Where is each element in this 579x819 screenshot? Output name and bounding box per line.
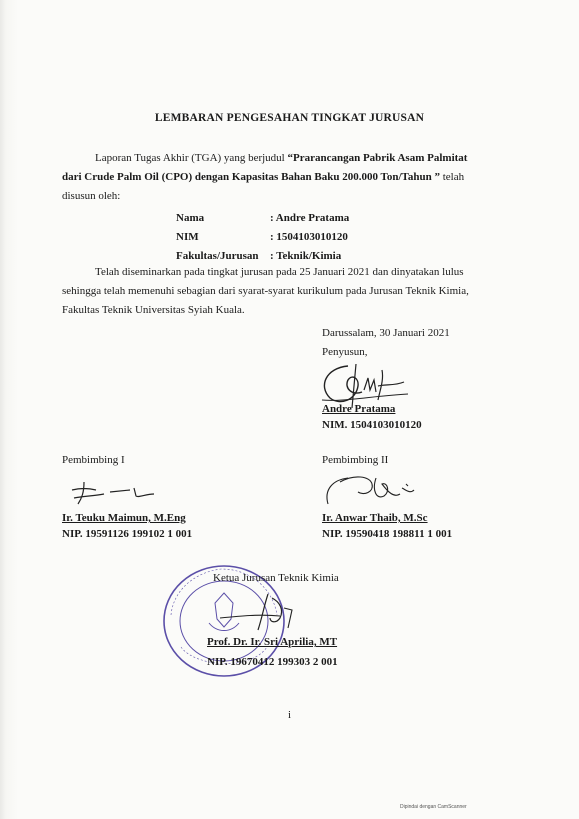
head-role: Ketua Jurusan Teknik Kimia <box>213 572 339 584</box>
page-number: i <box>287 709 292 721</box>
identity-label: Fakultas/Jurusan <box>176 249 259 262</box>
intro-text: Laporan Tugas Akhir (TGA) yang berjudul <box>95 152 288 164</box>
thesis-title-part-2: dari Crude Palm Oil (CPO) dengan Kapasitas Bahan Baku 200.000 Ton/Tahun ” <box>62 171 440 183</box>
scanner-watermark: Dipindai dengan CamScanner <box>400 804 467 810</box>
body-line-2: sehingga telah memenuhi sebagian dari syarat-syarat kurikulum pada Jurusan Teknik Kimia, <box>62 285 469 297</box>
intro-line-2 <box>62 168 464 187</box>
head-name: Prof. Dr. Ir. Sri Aprilia, MT <box>207 636 338 648</box>
page-title: LEMBARAN PENGESAHAN TINGKAT JURUSAN <box>154 112 425 124</box>
intro-text-end: telah <box>439 171 465 183</box>
supervisor1-nip: NIP. 19591126 199102 1 001 <box>62 528 193 540</box>
author-role: Penyusun, <box>322 346 368 358</box>
body-line-1: Telah diseminarkan pada tingkat jurusan pada 25 Januari 2021 dan dinyatakan lulus <box>95 266 464 278</box>
supervisor2-role: Pembimbing II <box>322 454 389 466</box>
author-name: Andre Pratama <box>322 403 396 415</box>
supervisor1-signature <box>60 478 160 508</box>
thesis-title-part-1: “Prarancangan Pabrik Asam Palmitat <box>287 152 468 164</box>
identity-label: Nama <box>176 211 205 224</box>
supervisor1-name: Ir. Teuku Maimun, M.Eng <box>62 512 186 524</box>
identity-row-nim <box>176 227 349 246</box>
supervisor1-role: Pembimbing I <box>62 454 125 466</box>
head-nip: NIP. 19670412 199303 2 001 <box>207 656 338 668</box>
intro-line-3: disusun oleh: <box>62 190 121 202</box>
identity-value: : Andre Pratama <box>270 211 350 224</box>
place-date: Darussalam, 30 Januari 2021 <box>322 327 450 339</box>
supervisor2-nip: NIP. 19590418 198811 1 001 <box>322 528 453 540</box>
supervisor2-signature <box>318 470 428 510</box>
supervisor2-name: Ir. Anwar Thaib, M.Sc <box>322 512 428 524</box>
identity-label: NIM <box>176 230 199 243</box>
identity-row-name <box>176 208 349 227</box>
body-line-3: Fakultas Teknik Universitas Syiah Kuala. <box>62 304 245 316</box>
head-signature <box>200 588 310 636</box>
identity-value: : Teknik/Kimia <box>270 249 342 262</box>
intro-line-1 <box>95 149 467 168</box>
identity-table <box>176 208 349 265</box>
identity-value: : 1504103010120 <box>270 230 348 243</box>
author-nim: NIM. 1504103010120 <box>322 419 422 431</box>
